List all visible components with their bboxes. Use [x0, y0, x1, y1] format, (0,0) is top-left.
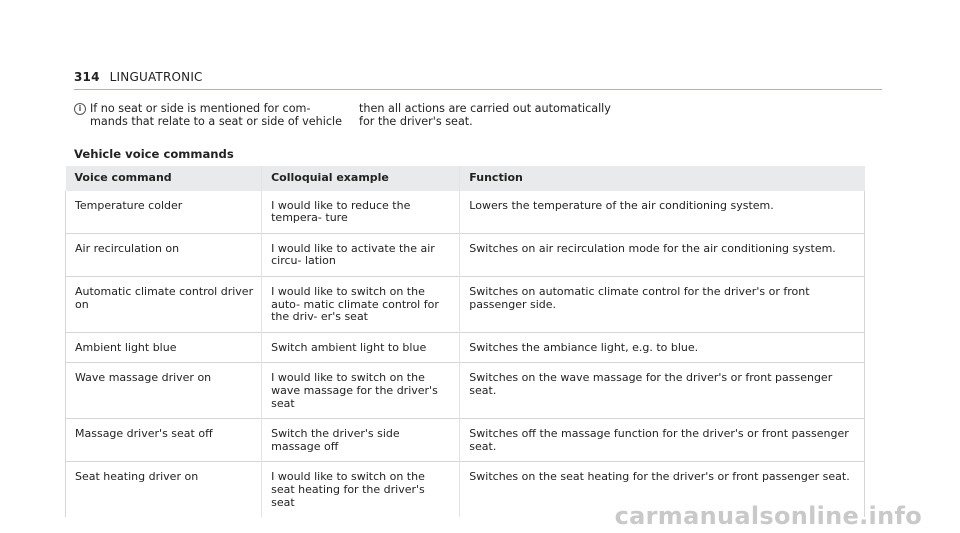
- cell-function: Lowers the temperature of the air conditioning system.: [460, 191, 865, 234]
- table-row: [66, 419, 865, 462]
- page-header: [74, 70, 203, 84]
- note-text-col2: then all actions are carried out automatically for the driver's seat.: [359, 102, 611, 128]
- cell-voice-command: Massage driver's seat off: [66, 419, 262, 462]
- watermark-text: carmanualsonline.info: [614, 502, 922, 530]
- cell-voice-command: Air recirculation on: [66, 233, 262, 276]
- cell-function: Switches on automatic climate control for the driver's or front passenger side.: [460, 276, 865, 332]
- cell-colloquial-example: I would like to switch on the seat heating for the driver's seat: [262, 462, 460, 517]
- header-divider: [74, 89, 882, 90]
- cell-function: Switches on air recirculation mode for the air conditioning system.: [460, 233, 865, 276]
- column-header-function: Function: [460, 166, 865, 191]
- cell-function: Switches on the seat heating for the driver's or front passenger seat.: [460, 462, 865, 517]
- cell-voice-command: Ambient light blue: [66, 332, 262, 363]
- table-row: [66, 233, 865, 276]
- cell-voice-command: Wave massage driver on: [66, 363, 262, 419]
- cell-voice-command: Seat heating driver on: [66, 462, 262, 517]
- voice-commands-table: [65, 166, 865, 517]
- cell-function: Switches on the wave massage for the driver's or front passenger seat.: [460, 363, 865, 419]
- table-row: [66, 363, 865, 419]
- cell-colloquial-example: Switch ambient light to blue: [262, 332, 460, 363]
- table-header-row: [66, 166, 865, 191]
- cell-voice-command: Automatic climate control driver on: [66, 276, 262, 332]
- section-title: Vehicle voice commands: [74, 147, 234, 161]
- table-row: [66, 332, 865, 363]
- cell-function: Switches off the massage function for the driver's or front passenger seat.: [460, 419, 865, 462]
- table-row: [66, 191, 865, 234]
- column-header-colloquial-example: Colloquial example: [262, 166, 460, 191]
- table-row: [66, 276, 865, 332]
- cell-colloquial-example: Switch the driver's side massage off: [262, 419, 460, 462]
- cell-colloquial-example: I would like to switch on the wave massage for the driver's seat: [262, 363, 460, 419]
- column-header-voice-command: Voice command: [66, 166, 262, 191]
- cell-colloquial-example: I would like to activate the air circu- lation: [262, 233, 460, 276]
- cell-colloquial-example: I would like to switch on the auto- matic climate control for the driv- er's seat: [262, 276, 460, 332]
- section-name: LINGUATRONIC: [109, 70, 203, 84]
- info-icon: i: [74, 103, 86, 115]
- page-number: 314: [74, 70, 100, 84]
- cell-colloquial-example: I would like to reduce the tempera- ture: [262, 191, 460, 234]
- cell-function: Switches the ambiance light, e.g. to blue.: [460, 332, 865, 363]
- cell-voice-command: Temperature colder: [66, 191, 262, 234]
- note-text-col1: If no seat or side is mentioned for com- mands that relate to a seat or side of vehicle: [90, 102, 343, 128]
